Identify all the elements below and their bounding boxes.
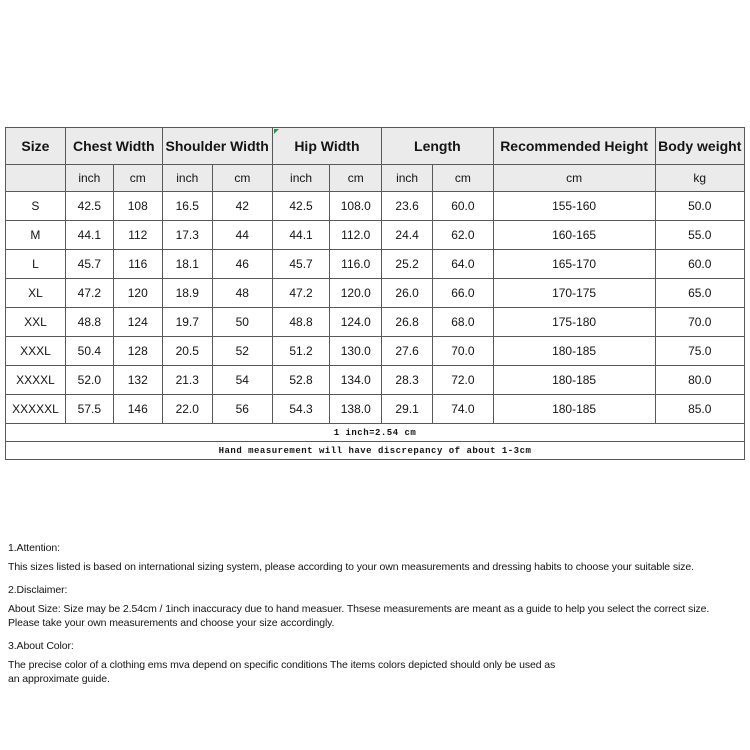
note-attention — [8, 541, 746, 574]
value-cell: 44.1 — [272, 221, 330, 250]
value-cell: 62.0 — [433, 221, 494, 250]
col-header-body-weight: Body weight — [655, 128, 744, 165]
value-cell: 80.0 — [655, 366, 744, 395]
value-cell: 46 — [212, 250, 272, 279]
value-cell: 48 — [212, 279, 272, 308]
value-cell: 180-185 — [493, 366, 655, 395]
footnote-hand-measurement: Hand measurement will have discrepancy of about 1-3cm — [6, 442, 745, 460]
footnote-inch-conversion: 1 inch=2.54 cm — [6, 424, 745, 442]
value-cell: 45.7 — [272, 250, 330, 279]
unit-cell: inch — [272, 165, 330, 192]
value-cell: 60.0 — [433, 192, 494, 221]
table-row — [6, 192, 745, 221]
value-cell: 54.3 — [272, 395, 330, 424]
note-line: The precise color of a clothing ems mva depend on specific conditions The items colors depicted should only be used as — [8, 659, 556, 671]
value-cell: 70.0 — [655, 308, 744, 337]
unit-cell: cm — [113, 165, 162, 192]
unit-cell: cm — [433, 165, 494, 192]
unit-cell: cm — [330, 165, 382, 192]
col-header-hip-width — [272, 128, 381, 165]
value-cell: 60.0 — [655, 250, 744, 279]
value-cell: 28.3 — [382, 366, 433, 395]
value-cell: 50.0 — [655, 192, 744, 221]
value-cell: 18.1 — [162, 250, 212, 279]
value-cell: 124.0 — [330, 308, 382, 337]
footnote-row — [6, 424, 745, 442]
value-cell: 128 — [113, 337, 162, 366]
value-cell: 44.1 — [65, 221, 113, 250]
value-cell: 64.0 — [433, 250, 494, 279]
value-cell: 120 — [113, 279, 162, 308]
unit-cell: kg — [655, 165, 744, 192]
value-cell: 74.0 — [433, 395, 494, 424]
unit-cell: inch — [65, 165, 113, 192]
value-cell: 22.0 — [162, 395, 212, 424]
unit-cell: inch — [162, 165, 212, 192]
note-disclaimer — [8, 583, 746, 630]
unit-cell: cm — [212, 165, 272, 192]
table-row — [6, 308, 745, 337]
note-line: About Size: Size may be 2.54cm / 1inch inaccuracy due to hand measuer. Thsese measurements are meant as a guide to help you select the correct size. — [8, 603, 710, 615]
size-cell: XXXL — [6, 337, 66, 366]
value-cell: 112.0 — [330, 221, 382, 250]
value-cell: 155-160 — [493, 192, 655, 221]
value-cell: 54 — [212, 366, 272, 395]
value-cell: 50 — [212, 308, 272, 337]
value-cell: 65.0 — [655, 279, 744, 308]
value-cell: 27.6 — [382, 337, 433, 366]
value-cell: 47.2 — [65, 279, 113, 308]
value-cell: 70.0 — [433, 337, 494, 366]
value-cell: 116.0 — [330, 250, 382, 279]
value-cell: 18.9 — [162, 279, 212, 308]
value-cell: 116 — [113, 250, 162, 279]
unit-cell-empty — [6, 165, 66, 192]
value-cell: 134.0 — [330, 366, 382, 395]
value-cell: 24.4 — [382, 221, 433, 250]
value-cell: 52.8 — [272, 366, 330, 395]
col-header-length: Length — [382, 128, 494, 165]
size-table-body — [6, 192, 745, 424]
value-cell: 17.3 — [162, 221, 212, 250]
value-cell: 112 — [113, 221, 162, 250]
value-cell: 130.0 — [330, 337, 382, 366]
value-cell: 132 — [113, 366, 162, 395]
value-cell: 20.5 — [162, 337, 212, 366]
size-cell: L — [6, 250, 66, 279]
size-cell: XXL — [6, 308, 66, 337]
footnote-row — [6, 442, 745, 460]
value-cell: 26.0 — [382, 279, 433, 308]
units-row — [6, 165, 745, 192]
size-cell: XXXXXL — [6, 395, 66, 424]
value-cell: 124 — [113, 308, 162, 337]
value-cell: 108 — [113, 192, 162, 221]
table-row — [6, 250, 745, 279]
table-row — [6, 221, 745, 250]
note-title: 3.About Color: — [8, 640, 74, 652]
value-cell: 180-185 — [493, 337, 655, 366]
value-cell: 57.5 — [65, 395, 113, 424]
value-cell: 72.0 — [433, 366, 494, 395]
header-row — [6, 128, 745, 165]
size-table — [5, 127, 745, 460]
value-cell: 52.0 — [65, 366, 113, 395]
size-cell: XXXXL — [6, 366, 66, 395]
value-cell: 42.5 — [272, 192, 330, 221]
value-cell: 19.7 — [162, 308, 212, 337]
value-cell: 44 — [212, 221, 272, 250]
value-cell: 138.0 — [330, 395, 382, 424]
value-cell: 55.0 — [655, 221, 744, 250]
value-cell: 108.0 — [330, 192, 382, 221]
value-cell: 52 — [212, 337, 272, 366]
note-about-color — [8, 639, 746, 686]
value-cell: 21.3 — [162, 366, 212, 395]
col-header-shoulder-width: Shoulder Width — [162, 128, 272, 165]
value-cell: 29.1 — [382, 395, 433, 424]
value-cell: 51.2 — [272, 337, 330, 366]
value-cell: 85.0 — [655, 395, 744, 424]
table-row — [6, 395, 745, 424]
col-header-size: Size — [6, 128, 66, 165]
value-cell: 75.0 — [655, 337, 744, 366]
value-cell: 146 — [113, 395, 162, 424]
size-cell: M — [6, 221, 66, 250]
value-cell: 42 — [212, 192, 272, 221]
value-cell: 48.8 — [272, 308, 330, 337]
note-line: Please take your own measurements and choose your size accordingly. — [8, 617, 335, 629]
value-cell: 47.2 — [272, 279, 330, 308]
col-header-chest-width: Chest Width — [65, 128, 162, 165]
notes-section — [8, 541, 746, 695]
size-cell: S — [6, 192, 66, 221]
corner-marker-icon — [274, 129, 279, 134]
value-cell: 180-185 — [493, 395, 655, 424]
unit-cell: inch — [382, 165, 433, 192]
value-cell: 45.7 — [65, 250, 113, 279]
col-header-hip-width-label: Hip Width — [294, 138, 360, 154]
value-cell: 16.5 — [162, 192, 212, 221]
value-cell: 68.0 — [433, 308, 494, 337]
note-line: This sizes listed is based on international sizing system, please according to your own measurements and dressing habits to choose your suitable size. — [8, 561, 694, 573]
value-cell: 23.6 — [382, 192, 433, 221]
value-cell: 56 — [212, 395, 272, 424]
value-cell: 165-170 — [493, 250, 655, 279]
unit-cell: cm — [493, 165, 655, 192]
value-cell: 25.2 — [382, 250, 433, 279]
value-cell: 42.5 — [65, 192, 113, 221]
value-cell: 48.8 — [65, 308, 113, 337]
size-cell: XL — [6, 279, 66, 308]
col-header-recommended-height: Recommended Height — [493, 128, 655, 165]
value-cell: 120.0 — [330, 279, 382, 308]
value-cell: 26.8 — [382, 308, 433, 337]
value-cell: 160-165 — [493, 221, 655, 250]
table-row — [6, 366, 745, 395]
table-row — [6, 279, 745, 308]
note-line: an approximate guide. — [8, 673, 110, 685]
value-cell: 170-175 — [493, 279, 655, 308]
value-cell: 175-180 — [493, 308, 655, 337]
table-row — [6, 337, 745, 366]
value-cell: 66.0 — [433, 279, 494, 308]
value-cell: 50.4 — [65, 337, 113, 366]
note-title: 1.Attention: — [8, 542, 60, 554]
note-title: 2.Disclaimer: — [8, 584, 68, 596]
